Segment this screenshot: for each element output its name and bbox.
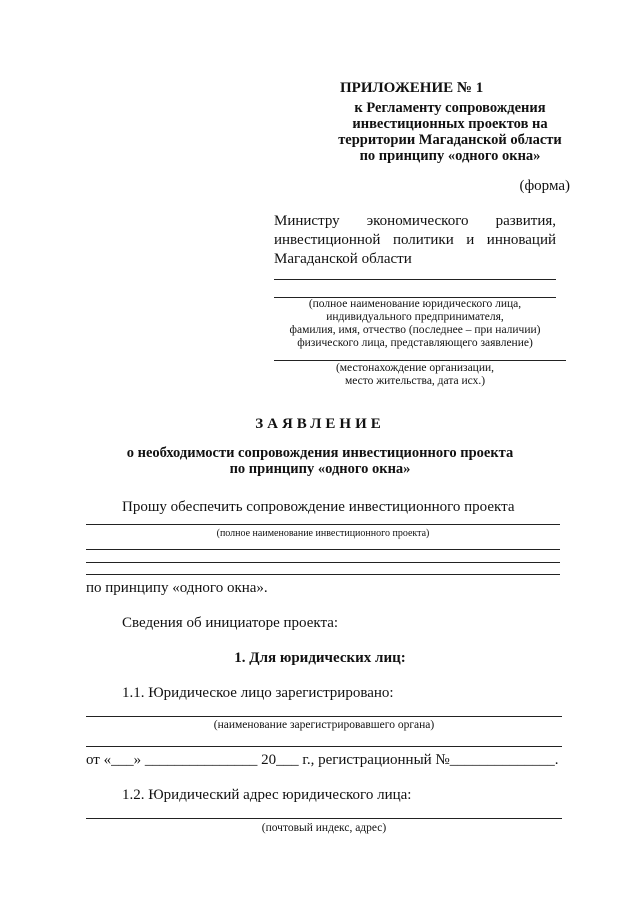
statement-subtitle-2: по принципу «одного окна» — [229, 461, 411, 477]
appendix-subtitle-1: к Регламенту сопровождения — [354, 100, 546, 116]
section-legal-entities: 1. Для юридических лиц: — [234, 650, 406, 666]
project-line-4 — [86, 574, 560, 575]
applicant-caption-2: индивидуального предпринимателя, — [326, 311, 504, 323]
address-line — [86, 818, 562, 819]
request-text: Прошу обеспечить сопровождение инвестиционного проекта — [122, 499, 515, 515]
location-caption-2: место жительства, дата исх.) — [344, 375, 486, 387]
registration-date-line: от «___» _______________ 20___ г., регистрационный №______________. — [86, 752, 559, 768]
applicant-line-1 — [274, 279, 556, 280]
addressee-line-2: инвестиционной политики и инноваций — [274, 232, 556, 248]
initiator-heading: Сведения об инициаторе проекта: — [122, 615, 339, 631]
registrar-caption: (наименование зарегистрировавшего органа) — [213, 719, 435, 731]
statement-subtitle-1: о необходимости сопровождения инвестиционного проекта — [126, 445, 514, 461]
applicant-caption-4: физического лица, представляющего заявление) — [297, 337, 533, 349]
appendix-subtitle-3: территории Магаданской области — [338, 132, 562, 148]
appendix-title: ПРИЛОЖЕНИЕ № 1 — [340, 80, 484, 96]
applicant-caption-3: фамилия, имя, отчество (последнее – при наличии) — [289, 324, 541, 336]
appendix-subtitle-4: по принципу «одного окна» — [359, 148, 541, 164]
applicant-caption-1: (полное наименование юридического лица, — [308, 298, 522, 310]
one-window-text: по принципу «одного окна». — [86, 580, 268, 596]
address-caption: (почтовый индекс, адрес) — [261, 822, 387, 834]
registrar-line — [86, 716, 562, 717]
registrar-line-2 — [86, 746, 562, 747]
project-line-3 — [86, 562, 560, 563]
location-line — [274, 360, 566, 361]
addressee-line-1: Министру экономического развития, — [274, 213, 556, 229]
item-1-1: 1.1. Юридическое лицо зарегистрировано: — [122, 685, 394, 701]
statement-title: ЗАЯВЛЕНИЕ — [255, 416, 385, 432]
project-caption: (полное наименование инвестиционного проекта) — [216, 528, 430, 539]
project-line-2 — [86, 549, 560, 550]
location-caption-1: (местонахождение организации, — [335, 362, 495, 374]
addressee-line-3: Магаданской области — [274, 251, 412, 267]
form-mark: (форма) — [519, 178, 570, 194]
item-1-2: 1.2. Юридический адрес юридического лица: — [122, 787, 412, 803]
appendix-subtitle-2: инвестиционных проектов на — [352, 116, 548, 132]
project-line-1 — [86, 524, 560, 525]
